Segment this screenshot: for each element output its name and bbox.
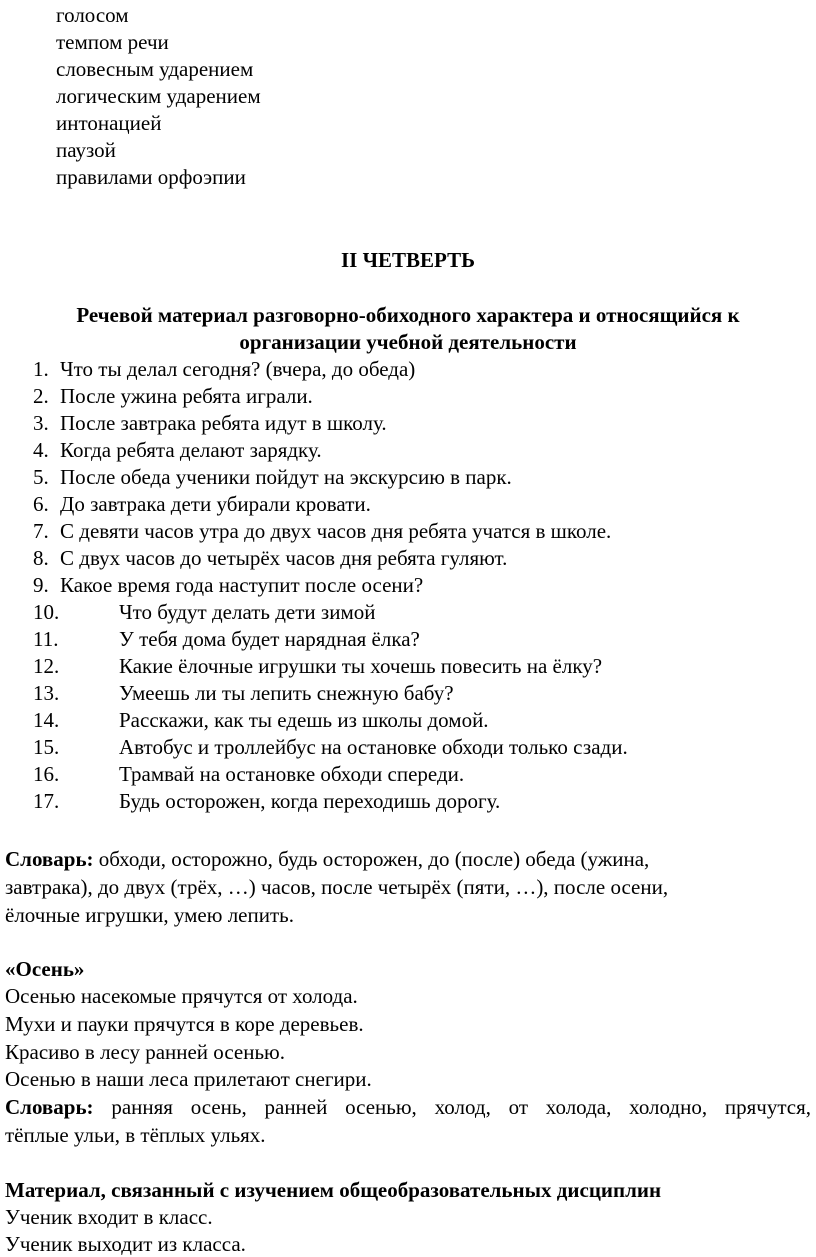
vocab-line-2: завтрака), до двух (трёх, …) часов, после четырёх (пяти, …), после осени, [5,875,669,899]
list-item: паузой [56,138,116,162]
item-number: 2. [33,384,49,408]
numbered-item-text: Что ты делал сегодня? (вчера, до обеда) [60,357,416,381]
vocab2-line-1 [5,1094,811,1120]
numbered-item-text: С двух часов до четырёх часов дня ребята гуляют. [60,546,508,570]
item-number: 14. [33,708,60,732]
item-number: 5. [33,465,49,489]
numbered-item-text: Умеешь ли ты лепить снежную бабу? [119,681,454,705]
vocab2-line-2: тёплые ульи, в тёплых ульях. [5,1123,266,1147]
autumn-line: Осенью насекомые прячутся от холода. [5,984,358,1008]
item-number: 8. [33,546,49,570]
subheading-line-2: организации учебной деятельности [239,330,577,354]
item-number: 9. [33,573,49,597]
material-heading: Материал, связанный с изучением общеобразовательных дисциплин [5,1178,662,1202]
material-line: Ученик выходит из класса. [5,1232,246,1256]
numbered-item-text: Трамвай на остановке обходи спереди. [119,762,465,786]
item-number: 6. [33,492,49,516]
item-number: 4. [33,438,49,462]
numbered-item-text: Какие ёлочные игрушки ты хочешь повесить на ёлку? [119,654,603,678]
numbered-item-text: Будь осторожен, когда переходишь дорогу. [119,789,501,813]
autumn-line: Красиво в лесу ранней осенью. [5,1040,285,1064]
list-item: темпом речи [56,30,169,54]
item-number: 12. [33,654,60,678]
numbered-item-text: Расскажи, как ты едешь из школы домой. [119,708,489,732]
numbered-item-text: Автобус и троллейбус на остановке обходи только сзади. [119,735,628,759]
numbered-item-text: Какое время года наступит после осени? [60,573,424,597]
item-number: 17. [33,789,60,813]
item-number: 16. [33,762,60,786]
autumn-title: «Осень» [5,957,85,981]
vocab-label: Словарь: [5,1095,94,1119]
autumn-line: Осенью в наши леса прилетают снегири. [5,1067,372,1091]
item-number: 7. [33,519,49,543]
material-line: Ученик входит в класс. [5,1205,213,1229]
item-number: 10. [33,600,60,624]
autumn-line: Мухи и пауки прячутся в коре деревьев. [5,1012,364,1036]
list-item: правилами орфоэпии [56,165,246,189]
item-number: 11. [33,627,59,651]
list-item: голосом [56,3,129,27]
item-number: 3. [33,411,49,435]
vocab-label: Словарь: [5,847,94,871]
numbered-item-text: После обеда ученики пойдут на экскурсию в парк. [60,465,512,489]
numbered-item-text: Что будут делать дети зимой [119,600,376,624]
numbered-item-text: Когда ребята делают зарядку. [60,438,322,462]
vocab-line-1 [5,846,649,872]
vocab-text: ранняя осень, ранней осенью, холод, от холода, холодно, прячутся, [111,1095,811,1119]
numbered-item-text: До завтрака дети убирали кровати. [60,492,371,516]
vocab-line-3: ёлочные игрушки, умею лепить. [5,903,294,927]
section-heading: II ЧЕТВЕРТЬ [340,248,475,272]
list-item: словесным ударением [56,57,254,81]
item-number: 1. [33,357,49,381]
numbered-item-text: С девяти часов утра до двух часов дня ребята учатся в школе. [60,519,612,543]
list-item: логическим ударением [56,84,261,108]
list-item: интонацией [56,111,162,135]
item-number: 13. [33,681,60,705]
numbered-item-text: После завтрака ребята идут в школу. [60,411,387,435]
numbered-item-text: После ужина ребята играли. [60,384,313,408]
item-number: 15. [33,735,60,759]
subheading-line-1: Речевой материал разговорно-обиходного характера и относящийся к [76,303,740,327]
vocab-text: обходи, осторожно, будь осторожен, до (после) обеда (ужина, [93,847,650,871]
numbered-item-text: У тебя дома будет нарядная ёлка? [119,627,420,651]
